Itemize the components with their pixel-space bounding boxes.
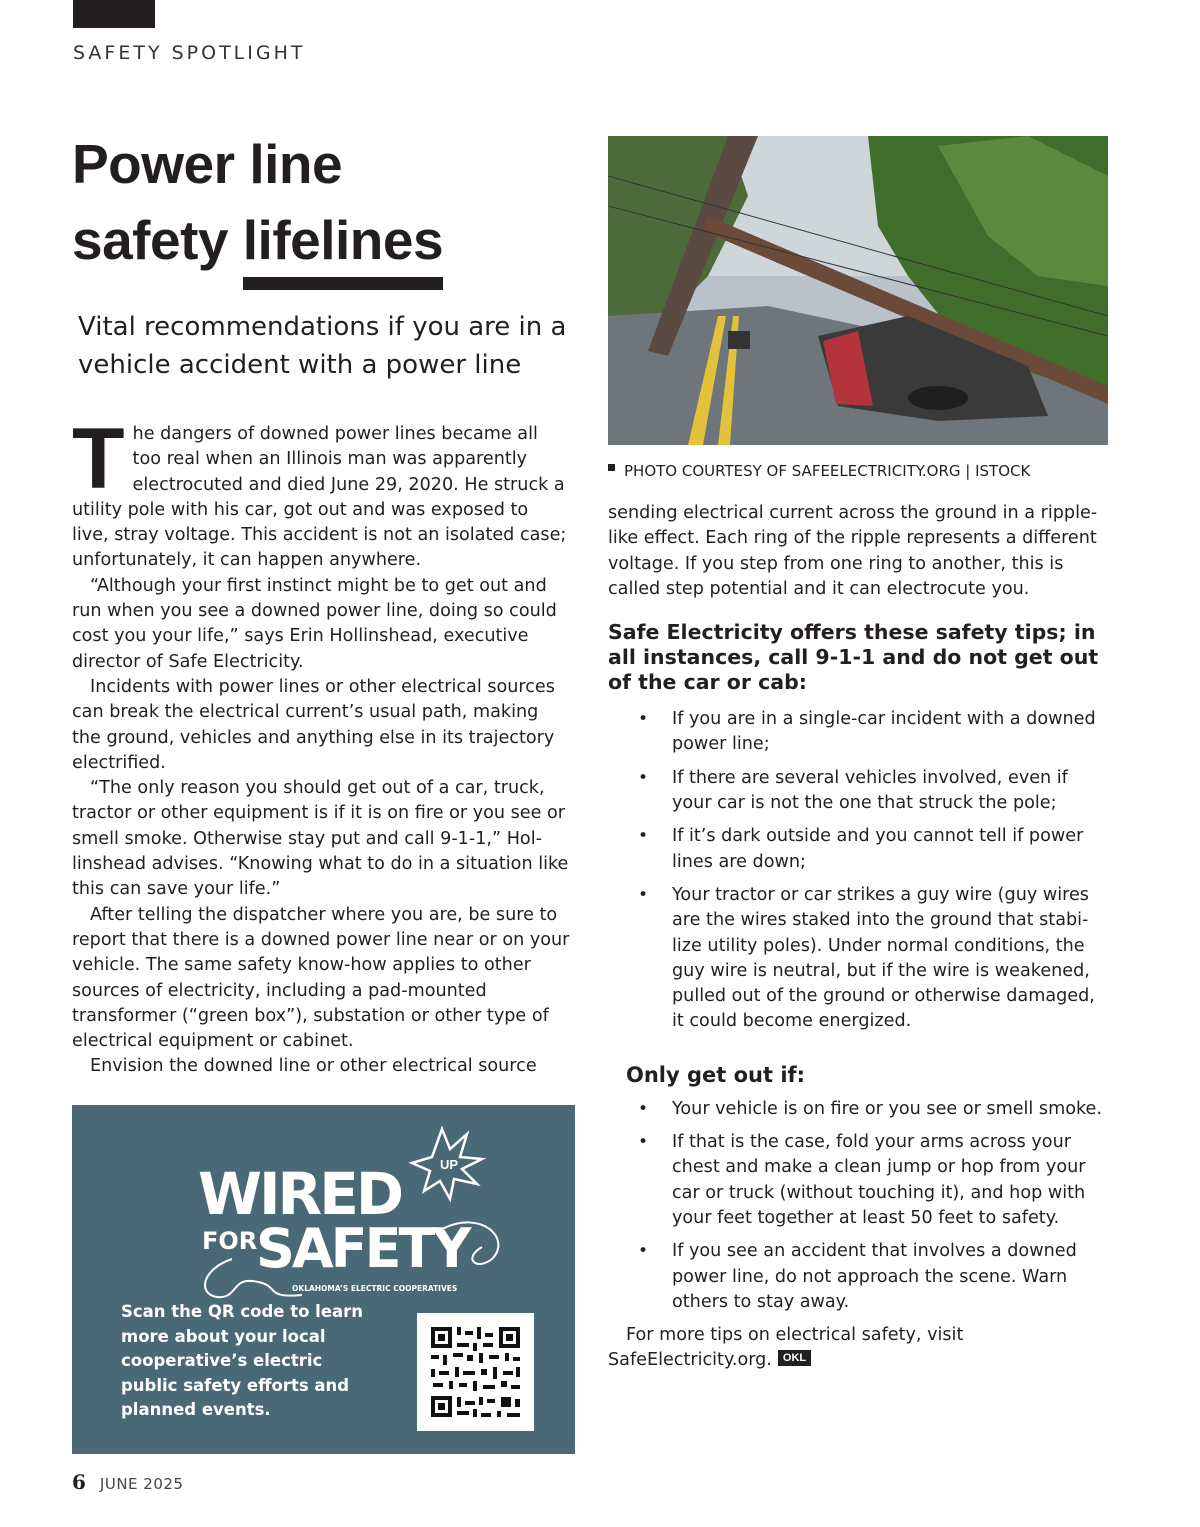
wired-for-safety-ad [72, 1105, 575, 1454]
tips-heading: Safe Electricity offers these safety tips; in all instances, call 9-1-1 and do not get out of the car or cab: [608, 620, 1099, 695]
paragraph-6: Envision the downed line or other electrical source [90, 1056, 537, 1077]
paragraph-2: “Although your first instinct might be to get out and run when you see a downed power line, doing so could cost you your life,” says Erin Hollinshead, executive director of Safe Electricity. [72, 575, 557, 672]
article-title [72, 126, 443, 278]
right-column [608, 501, 1108, 1374]
issue-date: JUNE 2025 [99, 1475, 184, 1493]
drop-cap: T [72, 411, 125, 507]
logo-wired-text: WIRED [198, 1160, 401, 1228]
closing-line-1: For more tips on electrical safety, visit [626, 1325, 964, 1346]
title-underlined-text: lifelines [242, 209, 444, 271]
qr-code-icon [417, 1313, 534, 1431]
logo-tagline: OKLAHOMA’S ELECTRIC COOPERATIVES [292, 1284, 458, 1293]
header-bar [73, 0, 155, 28]
list-item: • Your vehicle is on fire or you see or smell smoke. [672, 1097, 1108, 1122]
title-line-1: Power line [72, 133, 343, 195]
wired-for-safety-logo [192, 1119, 512, 1299]
right-paragraph: sending electrical current across the ground in a ripple-like effect. Each ring of the ripple represents a different voltage. If you step from one ring to another, this is called step potential and it can electrocute you. [608, 503, 1098, 599]
left-column [72, 411, 570, 1080]
list-item: • If it’s dark outside and you cannot tell if power lines are down; [672, 824, 1108, 875]
title-underline-bar [243, 277, 443, 290]
only-get-out-list [608, 1097, 1108, 1315]
end-mark-badge: OKL [778, 1350, 811, 1366]
logo-safety-text: SAFETY [256, 1217, 469, 1280]
list-item: • If that is the case, fold your arms across your chest and make a clean jump or hop from your car or truck (without touching it), and hop with your feet together at least 50 feet to safety. [672, 1130, 1108, 1231]
list-item: • If you are in a single-car incident with a downed power line; [672, 707, 1108, 758]
paragraph-1-text: he dangers of downed power lines became all too real when an Illinois man was apparently electrocuted and died June 29, 2020. He struck a utility pole with his car, got out and was exposed to live, stray voltage. This accident is not an isolated case; unfortunately, it can happen anywhere. [72, 424, 567, 571]
closing-line-2: SafeElectricity.org. [608, 1350, 772, 1371]
title-line-2 [72, 202, 443, 278]
only-get-out-heading: Only get out if: [626, 1062, 806, 1087]
list-item: • Your tractor or car strikes a guy wire (guy wires are the wires staked into the ground that stabilize utility poles). Under normal conditions, the guy wire is neutral, but if the wire is weakened, pulled out of the ground or otherwise damaged, it could become energized. [672, 883, 1108, 1035]
paragraph-1 [72, 411, 570, 574]
paragraph-4: “The only reason you should get out of a car, truck, tractor or other equipment is if it is on fire or you see or smell smoke. Otherwise stay put and call 9-1-1,” Hollinshead advises. “Knowing what to do in a situation like this can save your life.” [72, 778, 569, 900]
closing-text [608, 1323, 1108, 1374]
logo-up-text: UP [440, 1157, 459, 1172]
tips-list [608, 707, 1108, 1035]
qr-instructions: Scan the QR code to learn more about your local cooperative’s electric public safety efforts and planned events. [121, 1302, 364, 1419]
accident-photo [608, 136, 1108, 445]
article-subtitle: Vital recommendations if you are in a vehicle accident with a power line [78, 312, 567, 380]
title-line-2-prefix: safety [72, 209, 243, 271]
section-label: SAFETY SPOTLIGHT [73, 42, 306, 64]
paragraph-3: Incidents with power lines or other electrical sources can break the electrical current’s usual path, making the ground, vehicles and anything else in its trajectory electrified. [72, 676, 555, 773]
list-item: • If you see an accident that involves a downed power line, do not approach the scene. Warn others to stay away. [672, 1239, 1108, 1315]
photo-illustration [608, 136, 1108, 445]
qr-code[interactable] [417, 1313, 534, 1431]
logo-for-text: FOR [202, 1227, 258, 1255]
title-underlined-word [243, 202, 443, 278]
caption-text: PHOTO COURTESY OF SAFEELECTRICITY.ORG | ISTOCK [624, 462, 1031, 480]
page-footer [72, 1470, 183, 1494]
page-number: 6 [72, 1470, 86, 1494]
list-item: • If there are several vehicles involved, even if your car is not the one that struck the pole; [672, 766, 1108, 817]
paragraph-5: After telling the dispatcher where you are, be sure to report that there is a downed power line near or on your vehicle. The same safety know-how applies to other sources of electricity, including a pad-mounted transformer (“green box”), substation or other type of electrical equipment or cabinet. [72, 904, 570, 1052]
photo-caption [608, 462, 1030, 480]
caption-marker [608, 464, 615, 471]
